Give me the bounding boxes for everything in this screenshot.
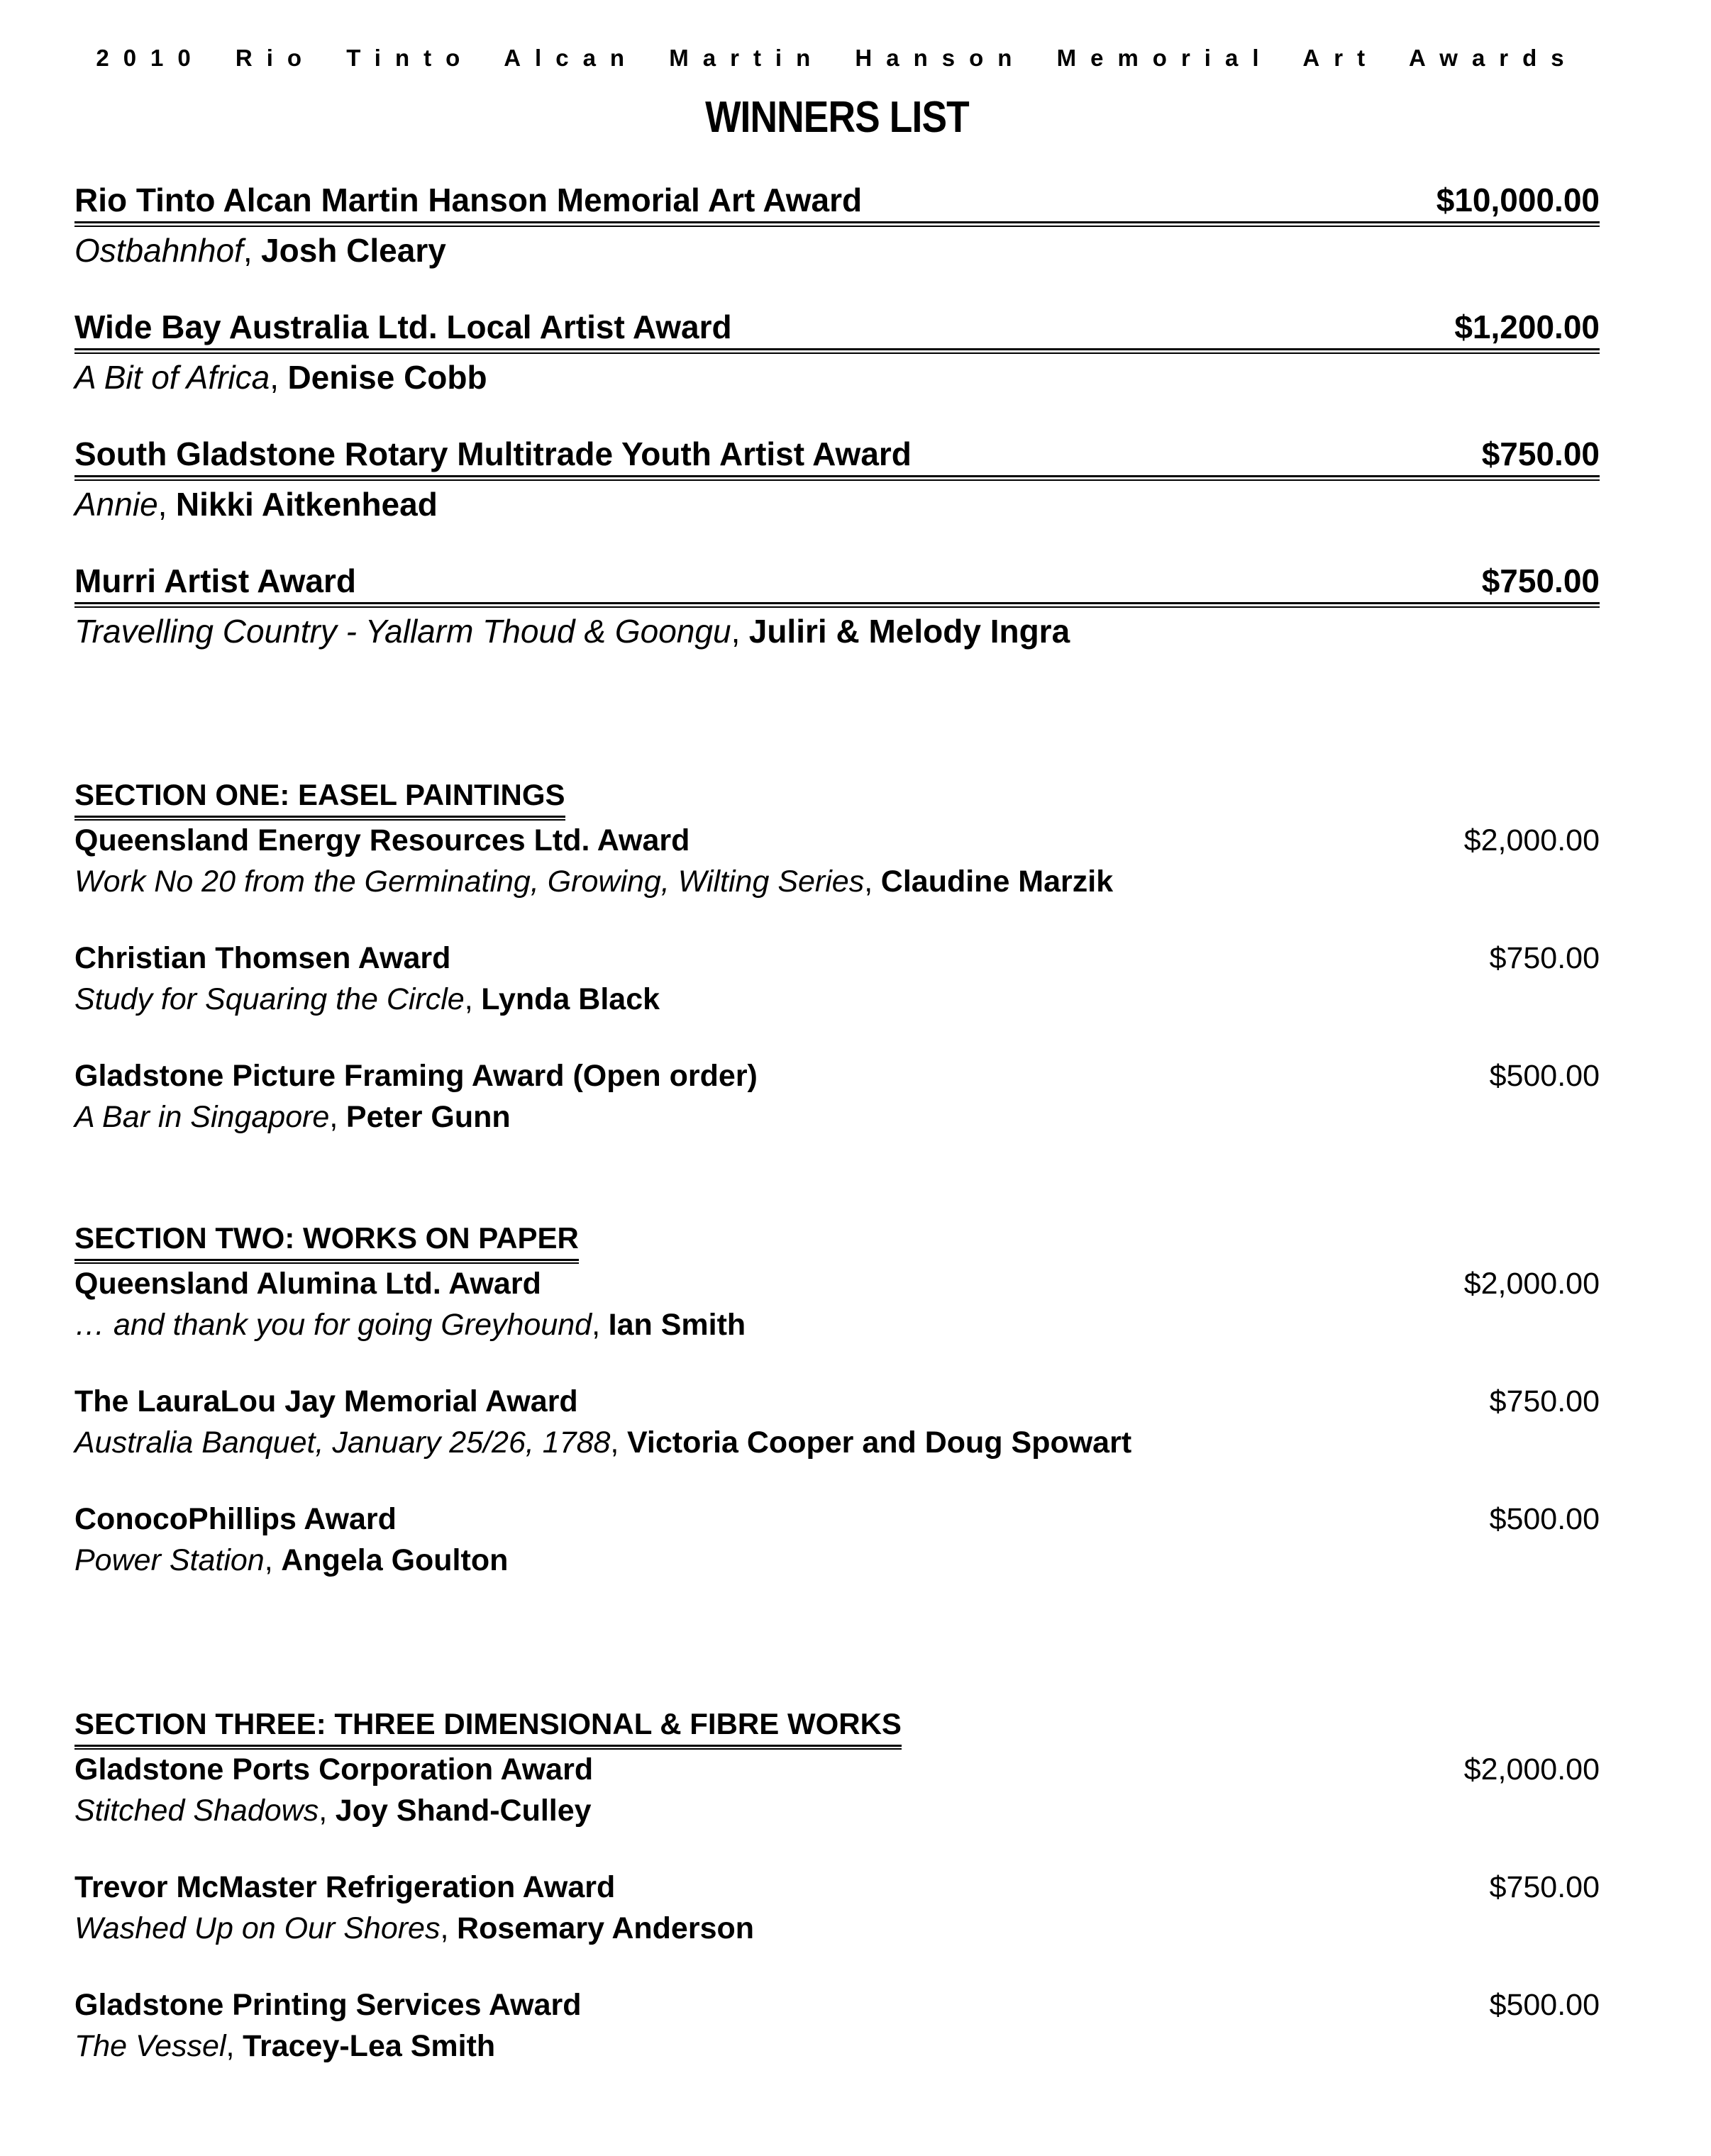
section-easel-paintings <box>74 775 1600 1137</box>
award-name: ConocoPhillips Award <box>74 1502 397 1536</box>
award-artist: Joy Shand-Culley <box>335 1794 592 1828</box>
award-work-title: Annie <box>74 486 158 523</box>
separator: , <box>243 232 253 269</box>
separator: , <box>270 359 279 396</box>
separator: , <box>592 1308 601 1342</box>
section-heading <box>74 1704 1600 1747</box>
award-artist: Nikki Aitkenhead <box>175 486 438 523</box>
award-name: Rio Tinto Alcan Martin Hanson Memorial Art Award <box>74 182 863 218</box>
award-artist: Rosemary Anderson <box>457 1911 755 1945</box>
award-work-title: Washed Up on Our Shores <box>74 1911 441 1945</box>
award-name: The LauraLou Jay Memorial Award <box>74 1384 578 1418</box>
award-subtitle <box>74 1423 1600 1462</box>
award-name: Christian Thomsen Award <box>74 941 451 975</box>
separator: , <box>731 613 741 650</box>
award-block <box>74 307 1600 397</box>
award-amount: $500.00 <box>1489 1502 1600 1536</box>
award-amount: $750.00 <box>1489 1870 1600 1904</box>
award-title-row <box>74 1499 1600 1539</box>
award-subtitle <box>74 230 1600 270</box>
award-title-row <box>74 1056 1600 1096</box>
award-amount: $750.00 <box>1489 1384 1600 1418</box>
award-subtitle <box>74 2026 1600 2066</box>
award-subtitle <box>74 1097 1600 1137</box>
section-heading <box>74 775 1600 818</box>
award-artist: Josh Cleary <box>261 232 446 269</box>
award-artist: Victoria Cooper and Doug Spowart <box>626 1426 1132 1460</box>
award-title-row <box>74 938 1600 978</box>
award-title-row <box>74 434 1600 477</box>
award-title-row <box>74 1867 1600 1907</box>
award-artist: Peter Gunn <box>345 1100 511 1134</box>
award-block <box>74 821 1600 901</box>
award-amount: $2,000.00 <box>1463 1267 1600 1301</box>
award-amount: $750.00 <box>1489 941 1600 975</box>
section-three-dimensional-fibre-works <box>74 1704 1600 2066</box>
award-artist: Claudine Marzik <box>880 865 1114 899</box>
award-work-title: … and thank you for going Greyhound <box>74 1308 592 1342</box>
major-awards-group <box>74 180 1600 651</box>
award-title-row <box>74 821 1600 860</box>
award-subtitle <box>74 1305 1600 1345</box>
award-block <box>74 180 1600 270</box>
award-work-title: Work No 20 from the Germinating, Growing, Wilting Series <box>74 865 865 899</box>
award-work-title: The Vessel <box>74 2029 226 2063</box>
award-work-title: Study for Squaring the Circle <box>74 982 465 1016</box>
award-amount: $2,000.00 <box>1463 1752 1600 1787</box>
separator: , <box>157 486 167 523</box>
award-subtitle <box>74 357 1600 397</box>
award-block <box>74 434 1600 524</box>
section-heading-text: SECTION TWO: WORKS ON PAPER <box>74 1218 579 1261</box>
section-heading <box>74 1218 1600 1261</box>
award-artist: Lynda Black <box>481 982 660 1016</box>
separator: , <box>319 1794 328 1828</box>
award-name: Gladstone Printing Services Award <box>74 1988 582 2022</box>
award-title-row <box>74 1382 1600 1421</box>
award-name: Gladstone Picture Framing Award (Open order) <box>74 1059 758 1093</box>
award-subtitle <box>74 979 1600 1019</box>
award-block <box>74 1750 1600 1830</box>
section-heading-text: SECTION THREE: THREE DIMENSIONAL & FIBRE WORKS <box>74 1704 902 1747</box>
separator: , <box>440 1911 449 1945</box>
award-work-title: Stitched Shadows <box>74 1794 319 1828</box>
header-eyebrow: 2010 Rio Tinto Alcan Martin Hanson Memorial Art Awards <box>96 45 1578 71</box>
award-work-title: Power Station <box>74 1543 265 1577</box>
separator: , <box>264 1543 273 1577</box>
award-subtitle <box>74 611 1600 651</box>
award-name: Queensland Energy Resources Ltd. Award <box>74 823 690 857</box>
award-work-title: A Bit of Africa <box>74 359 270 396</box>
award-subtitle <box>74 484 1600 524</box>
award-amount: $500.00 <box>1489 1988 1600 2022</box>
award-name: Gladstone Ports Corporation Award <box>74 1752 594 1787</box>
award-artist: Juliri & Melody Ingra <box>748 613 1070 650</box>
award-name: Trevor McMaster Refrigeration Award <box>74 1870 616 1904</box>
award-block <box>74 1499 1600 1580</box>
award-work-title: Travelling Country - Yallarm Thoud & Goongu <box>74 613 731 650</box>
award-title-row <box>74 1750 1600 1789</box>
award-work-title: Australia Banquet, January 25/26, 1788 <box>74 1426 611 1460</box>
section-heading-text: SECTION ONE: EASEL PAINTINGS <box>74 775 565 818</box>
award-amount: $2,000.00 <box>1463 823 1600 857</box>
award-title-row <box>74 1985 1600 2025</box>
award-block <box>74 561 1600 651</box>
award-subtitle <box>74 1908 1600 1948</box>
separator: , <box>610 1426 619 1460</box>
award-block <box>74 938 1600 1019</box>
award-work-title: Ostbahnhof <box>74 232 243 269</box>
award-work-title: A Bar in Singapore <box>74 1100 330 1134</box>
award-amount: $10,000.00 <box>1436 182 1600 218</box>
award-name: Queensland Alumina Ltd. Award <box>74 1267 541 1301</box>
separator: , <box>226 2029 235 2063</box>
award-artist: Angela Goulton <box>281 1543 509 1577</box>
award-name: Wide Bay Australia Ltd. Local Artist Award <box>74 309 732 345</box>
award-subtitle <box>74 1791 1600 1830</box>
award-block <box>74 1056 1600 1137</box>
award-block <box>74 1867 1600 1948</box>
award-artist: Ian Smith <box>608 1308 746 1342</box>
separator: , <box>864 865 873 899</box>
award-name: Murri Artist Award <box>74 562 357 599</box>
award-block <box>74 1264 1600 1345</box>
award-title-row <box>74 1264 1600 1304</box>
award-block <box>74 1382 1600 1462</box>
separator: , <box>329 1100 338 1134</box>
section-works-on-paper <box>74 1218 1600 1580</box>
award-amount: $1,200.00 <box>1454 309 1600 345</box>
document-title: WINNERS LIST <box>705 93 969 142</box>
award-amount: $750.00 <box>1481 435 1600 472</box>
award-title-row <box>74 180 1600 223</box>
award-subtitle <box>74 1540 1600 1580</box>
award-name: South Gladstone Rotary Multitrade Youth Artist Award <box>74 435 912 472</box>
award-artist: Denise Cobb <box>287 359 487 396</box>
separator: , <box>464 982 473 1016</box>
award-subtitle <box>74 862 1600 901</box>
award-amount: $750.00 <box>1481 562 1600 599</box>
award-title-row <box>74 561 1600 604</box>
award-artist: Tracey-Lea Smith <box>243 2029 496 2063</box>
award-title-row <box>74 307 1600 350</box>
award-amount: $500.00 <box>1489 1059 1600 1093</box>
award-block <box>74 1985 1600 2066</box>
